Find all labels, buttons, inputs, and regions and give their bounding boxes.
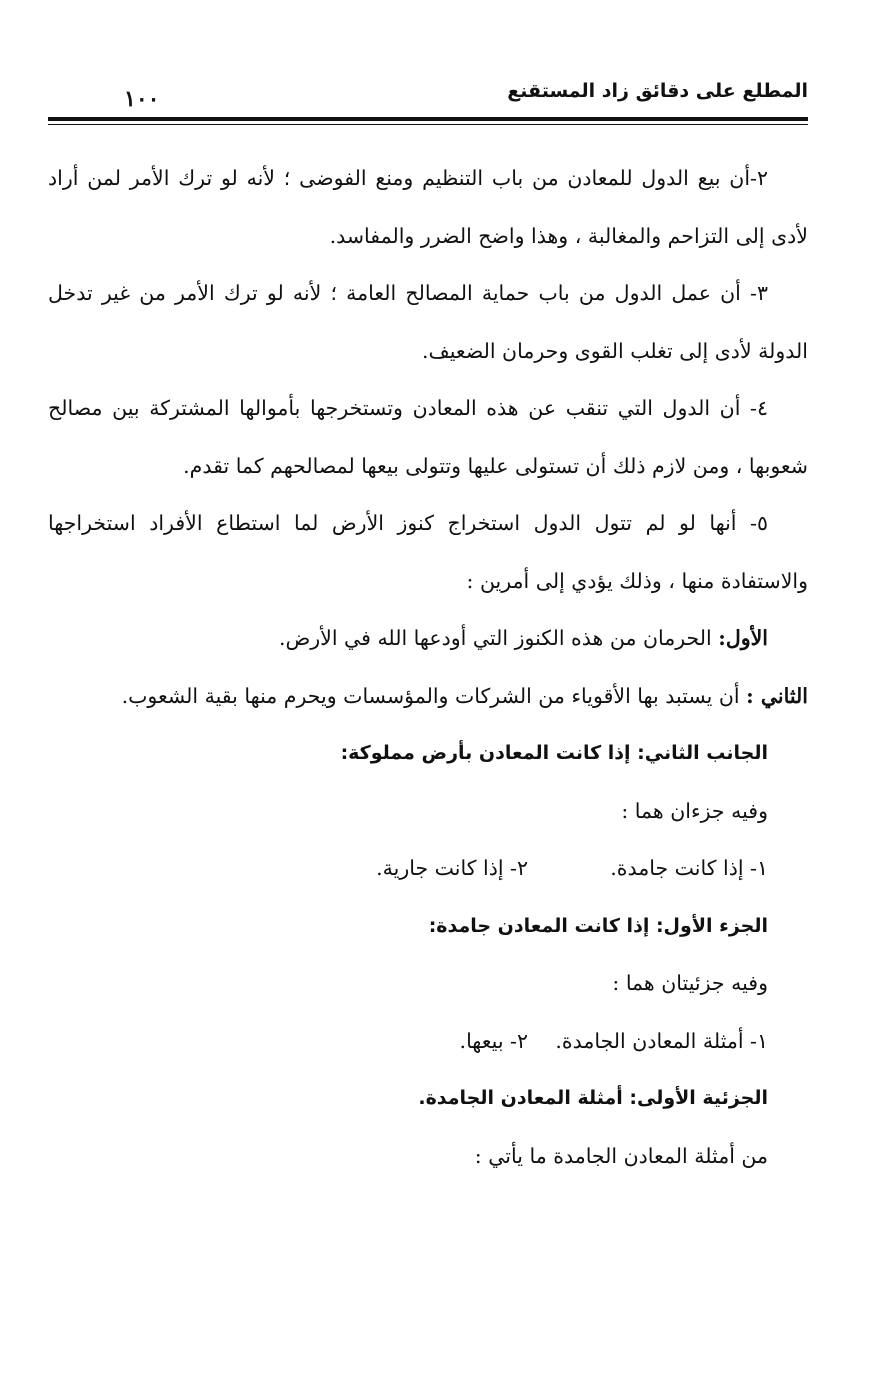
item-selling: ٢- بيعها. [459, 1028, 528, 1053]
section-heading-second-aspect: الجانب الثاني: إذا كانت المعادن بأرض مملوكة: [340, 742, 768, 764]
running-header [48, 76, 808, 116]
section-intro-subpart-one: من أمثلة المعادن الجامدة ما يأتي : [474, 1143, 768, 1168]
header-rule-thick [48, 117, 808, 121]
paragraph-point-3: ٣- أن عمل الدول من باب حماية المصالح العامة ؛ لأنه لو ترك الأمر من غير تدخل الدولة لأدى إلى تغلب القوى وحرمان الضعيف. [48, 281, 808, 363]
item-flowing: ٢- إذا كانت جارية. [376, 856, 528, 880]
section-items-second-aspect [48, 840, 768, 898]
paragraph-point-4: ٤- أن الدول التي تنقب عن هذه المعادن وتستخرجها بأموالها المشتركة بين مصالح شعوبها ، ومن لازم ذلك أن تستولى عليها وتتولى بيعها لمصالحهم كما تقدم. [48, 396, 808, 478]
section-intro-second-aspect: وفيه جزءان هما : [621, 798, 768, 823]
header-rule-thin [48, 124, 808, 125]
second-text: أن يستبد بها الأقوياء من الشركات والمؤسسات ويحرم منها بقية الشعوب. [121, 683, 747, 708]
first-text: الحرمان من هذه الكنوز التي أودعها الله في الأرض. [278, 626, 719, 650]
page-body [48, 150, 808, 1185]
section-heading-part-one: الجزء الأول: إذا كانت المعادن جامدة: [428, 914, 768, 937]
book-title: المطلع على دقائق زاد المستقنع [507, 80, 808, 102]
section-intro-part-one: وفيه جزئيتان هما : [612, 971, 768, 995]
item-solid: ١- إذا كانت جامدة. [610, 856, 768, 880]
second-label: الثاني : [746, 683, 808, 708]
item-examples: ١- أمثلة المعادن الجامدة. [555, 1028, 768, 1053]
page-number: ١٠٠ [124, 86, 160, 112]
section-second-aspect [48, 725, 808, 1185]
paragraph-point-5: ٥- أنها لو لم تتول الدول استخراج كنوز الأرض لما استطاع الأفراد استخراجها والاستفادة منها ، وذلك يؤدي إلى أمرين : [48, 511, 808, 593]
paragraph-first-matter [48, 610, 808, 668]
section-items-part-one [48, 1013, 768, 1071]
paragraph-second-matter [48, 668, 808, 726]
section-heading-subpart-one: الجزئية الأولى: أمثلة المعادن الجامدة. [418, 1087, 768, 1109]
first-label: الأول: [718, 626, 768, 650]
paragraph-point-2: ٢-أن بيع الدول للمعادن من باب التنظيم ومنع الفوضى ؛ لأنه لو ترك الأمر لمن أراد لأدى إلى التزاحم والمغالبة ، وهذا واضح الضرر والمفاسد. [48, 166, 808, 248]
